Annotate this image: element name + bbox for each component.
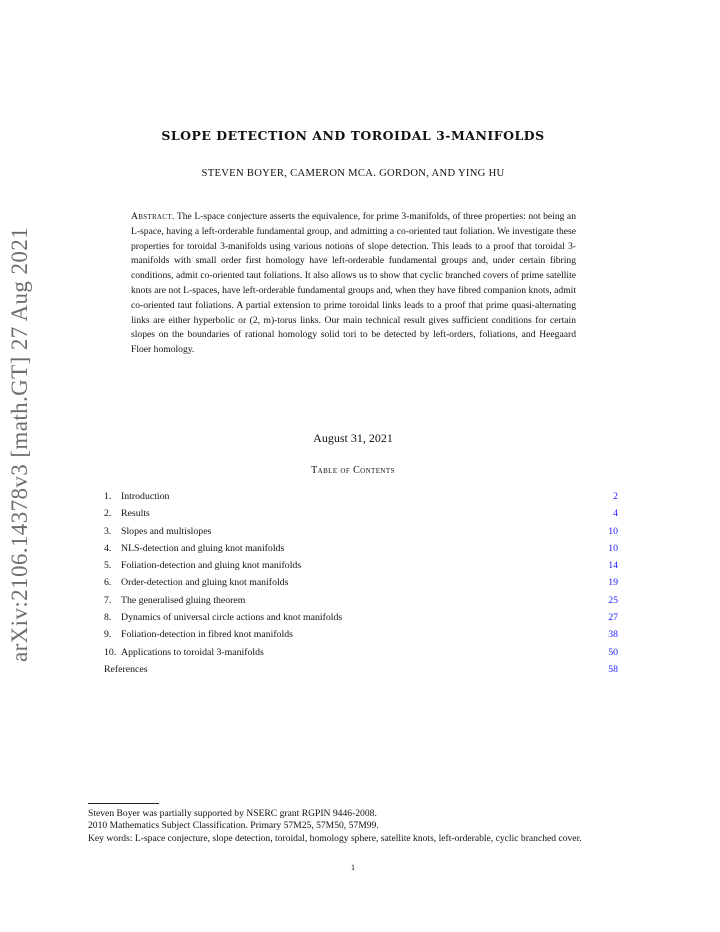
toc-entry-title[interactable]: The generalised gluing theorem bbox=[121, 594, 246, 606]
table-of-contents bbox=[104, 490, 618, 680]
abstract-heading: Abstract. bbox=[131, 211, 175, 222]
toc-entry-title[interactable]: Introduction bbox=[121, 491, 170, 502]
toc-page-link[interactable]: 38 bbox=[608, 629, 618, 641]
toc-entry-title[interactable]: Applications to toroidal 3-manifolds bbox=[121, 646, 264, 658]
toc-entry-title[interactable]: Results bbox=[121, 508, 150, 520]
toc-entry-title[interactable]: Foliation-detection and gluing knot manifolds bbox=[121, 560, 302, 572]
toc-entry[interactable] bbox=[104, 594, 618, 611]
toc-page-link[interactable]: 10 bbox=[608, 525, 618, 537]
toc-entry[interactable] bbox=[104, 542, 618, 559]
toc-entry-number: 2. bbox=[104, 508, 112, 520]
toc-entry-references[interactable] bbox=[104, 663, 618, 680]
toc-entry-number: 8. bbox=[104, 612, 112, 624]
author-list: STEVEN BOYER, CAMERON MCA. GORDON, AND YING HU bbox=[201, 168, 505, 179]
toc-entry-title[interactable]: Order-detection and gluing knot manifolds bbox=[121, 577, 289, 589]
toc-entry[interactable] bbox=[104, 646, 618, 663]
footnotes bbox=[88, 808, 628, 845]
toc-entry[interactable] bbox=[104, 490, 618, 507]
toc-page-link[interactable]: 25 bbox=[608, 594, 618, 606]
toc-page-link[interactable]: 10 bbox=[608, 542, 618, 554]
toc-entry[interactable] bbox=[104, 611, 618, 628]
toc-page-link[interactable]: 2 bbox=[613, 491, 618, 502]
toc-entry[interactable] bbox=[104, 559, 618, 576]
toc-entry-title[interactable]: NLS-detection and gluing knot manifolds bbox=[121, 542, 285, 554]
abstract-text: The L-space conjecture asserts the equivalence, for prime 3-manifolds, of three properties: not being an L-space, having a left-orderable fundamental group, and admitting a co-oriented taut foliation. We investigate these properties for toroidal 3-manifolds using various notions of slope detection. This leads to a proof that toroidal 3-manifolds with small order first homology have left-orderable fundamental groups and, under certain fibring conditions, admit co-oriented taut foliations. It also allows us to show that cyclic branched covers of prime satellite knots are not L-spaces, have left-orderable fundamental groups and, when they have fibred companion knots, admit co-oriented taut foliations. A partial extension to prime toroidal links leads to a proof that prime quasi-alternating links are either hyperbolic or (2, m)-torus links. Our main technical result gives sufficient conditions for certain slopes on the boundaries of rational homology solid tori to be detected by left-orders, foliations, and Heegaard Floer homology. bbox=[131, 211, 576, 356]
toc-page-link[interactable]: 58 bbox=[608, 663, 618, 675]
toc-entry-number: 6. bbox=[104, 577, 112, 589]
toc-entry-title[interactable]: References bbox=[104, 663, 148, 675]
keywords-footnote: Key words: L-space conjecture, slope detection, toroidal, homology sphere, satellite knots, left-orderable, cyclic branched cover. bbox=[88, 832, 582, 844]
toc-entry-number: 3. bbox=[104, 525, 112, 537]
paper-date: August 31, 2021 bbox=[313, 431, 393, 445]
toc-page-link[interactable]: 4 bbox=[613, 508, 618, 520]
paper-title: SLOPE DETECTION AND TOROIDAL 3-MANIFOLDS bbox=[161, 128, 545, 143]
toc-entry-number: 9. bbox=[104, 629, 112, 641]
toc-entry[interactable] bbox=[104, 576, 618, 593]
arxiv-identifier-stamp: arXiv:2106.14378v3 [math.GT] 27 Aug 2021 bbox=[7, 226, 32, 662]
toc-entry-number: 5. bbox=[104, 560, 112, 572]
toc-page-link[interactable]: 50 bbox=[608, 646, 618, 658]
toc-entry[interactable] bbox=[104, 525, 618, 542]
toc-entry-title[interactable]: Slopes and multislopes bbox=[121, 525, 212, 537]
toc-page-link[interactable]: 19 bbox=[608, 577, 618, 589]
page-number: 1 bbox=[350, 862, 356, 872]
funding-footnote: Steven Boyer was partially supported by NSERC grant RGPIN 9446-2008. bbox=[88, 808, 377, 819]
toc-entry[interactable] bbox=[104, 628, 618, 645]
toc-page-link[interactable]: 14 bbox=[608, 560, 618, 572]
toc-page-link[interactable]: 27 bbox=[608, 612, 618, 624]
classification-footnote: 2010 Mathematics Subject Classification. Primary 57M25, 57M50, 57M99. bbox=[88, 820, 379, 832]
toc-entry[interactable] bbox=[104, 507, 618, 524]
toc-entry-title[interactable]: Dynamics of universal circle actions and knot manifolds bbox=[121, 612, 343, 624]
abstract bbox=[131, 210, 576, 358]
toc-entry-title[interactable]: Foliation-detection in fibred knot manifolds bbox=[121, 629, 293, 641]
toc-entry-number: 4. bbox=[104, 542, 112, 554]
toc-entry-number: 10. bbox=[104, 646, 117, 658]
toc-heading: Table of Contents bbox=[311, 465, 395, 476]
footnote-divider bbox=[88, 803, 159, 804]
toc-entry-number: 1. bbox=[104, 491, 112, 502]
toc-entry-number: 7. bbox=[104, 594, 112, 606]
